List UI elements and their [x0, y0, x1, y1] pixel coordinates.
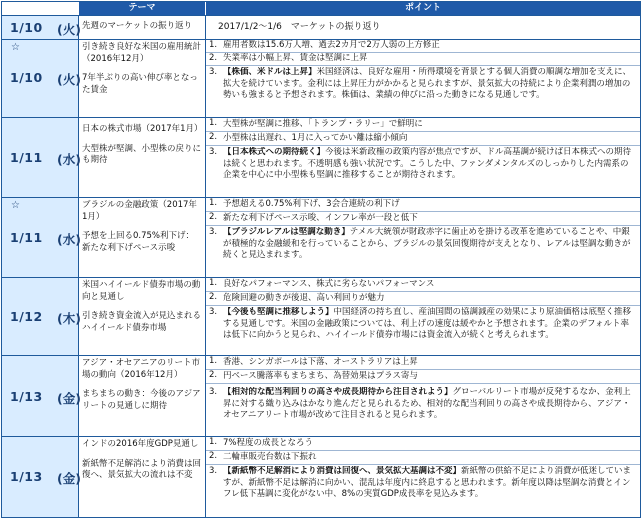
theme-title: アジア・オセアニアのリート市場の動向（2016年12月） [82, 358, 200, 380]
theme-cell [79, 437, 206, 517]
point-item: 1. 雇用者数は15.6万人増、過去2カ月で2万人弱の上方修正 [206, 40, 640, 53]
points-cell [206, 278, 640, 355]
weekday: (木) [57, 311, 81, 326]
theme-title: 引き続き良好な米国の雇用統計（2016年12月） [82, 42, 202, 64]
theme-cell [79, 278, 206, 355]
theme-cell [79, 16, 206, 39]
date: 1/13 [10, 389, 43, 404]
points-cell [206, 118, 640, 197]
theme-subtitle: 7年半ぶりの高い伸び率となった賃金 [82, 73, 198, 95]
point-item: 2. 新たな利下げペース示唆、インフレ率が一段と低下 [206, 212, 640, 226]
point-item: 2. 二輪車販売台数は下振れ [206, 451, 640, 465]
date: 1/13 [10, 469, 43, 484]
theme-title: 日本の株式市場（2017年1月） [82, 124, 203, 134]
theme-title: インドの2016年度GDP見通し [82, 439, 199, 449]
table-row [2, 277, 640, 355]
date-cell [2, 356, 79, 436]
point-item: 2. 危険回避の動きが後退、高い利回りが魅力 [206, 292, 640, 306]
date: 1/12 [10, 309, 43, 324]
summary-text: 2017/1/2～1/6 マーケットの振り返り [218, 22, 381, 32]
theme-title: 先週のマーケットの振り返り [82, 21, 193, 31]
date: 1/10 [10, 70, 43, 85]
point-item: 1. 7%程度の成長となろう [206, 437, 640, 451]
point-item: 3. 【株価、米ドルは上昇】米国経済は、良好な雇用・所得環境を背景とする個人消費の順調な増加を支えに、拡大を続けています。金利には上昇圧力がかかると見られますが、景気拡大の持続により企業利潤の増加の勢いも強まると予想されます。株価は、業績の伸びに沿った動きになる見通しです。 [209, 67, 632, 100]
weekday: (火) [57, 22, 81, 37]
header-point: ポイント [206, 2, 640, 15]
date-cell [2, 16, 79, 39]
date-cell [2, 40, 79, 117]
weekday: (水) [57, 152, 81, 167]
point-item: 3. 【日本株式への期待続く】今後は米新政権の政策内容が焦点ですが、ドル高基調が続けば日本株式への期待は続くと思われます。不透明感も強い状況です。こうした中、ファンダメンタルズのしっかりした内需系の企業を中心に中小型株も堅調に推移することが期待されます。 [209, 147, 632, 180]
theme-title: 米国ハイイールド債券市場の動向と見通し [82, 280, 201, 302]
theme-cell [79, 356, 206, 436]
points-cell [206, 437, 640, 517]
theme-cell [79, 118, 206, 197]
weekday: (金) [57, 391, 81, 406]
date: 1/11 [10, 230, 43, 245]
date-cell [2, 118, 79, 197]
point-item: 3. 【新紙幣不足解消により消費は回復へ、景気拡大基調は不変】新紙幣の供給不足により消費が低迷していますが、新紙幣不足は解消に向かい、混乱は年度内に終息すると思われます。新年度以降は堅調な消費とインフレ低下基調に変化がない中、8%の実質GDP成長率を見込みます。 [209, 466, 632, 499]
point-item: 3. 【ブラジルレアルは堅調な動き】テメル大統領が財政赤字に歯止めを掛ける改革を進めていることや、中銀が積極的な金融緩和を行っていることから、ブラジルの景気回復期待が支えとなり、レアルは堅調な動きが続くと見込まれます。 [209, 227, 631, 260]
point-item: 2. 円ベース騰落率もまちまち、為替効果はプラス寄与 [206, 370, 640, 384]
theme-subtitle: 引き続き資金流入が見込まれるハイイールド債券市場 [82, 311, 202, 333]
point-item: 3. 【今後も堅調に推移しよう】中国経済の持ち直し、産油国間の協調減産の効果により原油価格は底堅く推移する見通しです。米国の金融政策については、利上げの速度は緩やかと予想されます。企業のデフォルト率は低下に向かうと見られ、ハイイールド債券市場には資金流入が続くと考えられます。 [209, 307, 632, 340]
theme-title: ブラジルの金融政策（2017年1月） [82, 200, 197, 222]
table-row [2, 436, 640, 517]
theme-subtitle: 新紙幣不足解消により消費は回復へ、景気拡大の流れは不変 [82, 458, 202, 480]
points-cell [206, 16, 640, 39]
star-mark: ☆ [11, 42, 20, 53]
date-cell [2, 198, 79, 277]
point-item: 1. 良好なパフォーマンス、株式に劣らないパフォーマンス [206, 278, 640, 292]
points-cell [206, 198, 640, 277]
table-row [2, 197, 640, 277]
point-item: 2. 失業率は小幅上昇、賃金は堅調に上昇 [206, 53, 640, 66]
date: 1/11 [10, 150, 43, 165]
date-cell [2, 437, 79, 517]
table-row [2, 15, 640, 39]
theme-subtitle: まちまちの動き：今後のアジアリートの見通しに期待 [82, 389, 201, 411]
point-item: 1. 予想超える0.75%利下げ、3会合連続の利下げ [206, 198, 640, 212]
table-row [2, 117, 640, 197]
weekday: (火) [57, 72, 81, 87]
point-item: 1. 香港、シンガポールは下落、オーストラリアは上昇 [206, 356, 640, 370]
table-row [2, 39, 640, 117]
points-cell [206, 40, 640, 117]
weekday: (水) [57, 232, 81, 247]
table-row [2, 355, 640, 436]
point-item: 2. 小型株は出遅れ、1月に入ってかい離は縮小傾向 [206, 132, 640, 146]
points-cell [206, 356, 640, 436]
weekday: (金) [57, 471, 81, 486]
point-item: 1. 大型株が堅調に推移、「トランプ・ラリー」で鮮明に [206, 118, 640, 132]
market-report-table [1, 1, 641, 518]
theme-cell [79, 40, 206, 117]
date-cell [2, 278, 79, 355]
theme-cell [79, 198, 206, 277]
point-item: 3. 【相対的な配当利回りの高さや成長期待から注目されよう】グローバルリート市場が反発するなか、金利上昇に対する織り込みはかなり進んだと見られるため、相対的な配当利回りの高さや成長期待から、アジア・オセアニアリート市場が改めて注目されると見られます。 [209, 387, 631, 420]
date: 1/10 [10, 20, 43, 35]
header-theme: テーマ [79, 2, 206, 15]
star-mark: ☆ [11, 200, 20, 211]
theme-subtitle: 予想を上回る0.75%利下げ：新たな利下げペース示唆 [82, 231, 195, 253]
theme-subtitle: 大型株が堅調、小型株の戻りにも期待 [82, 143, 202, 165]
